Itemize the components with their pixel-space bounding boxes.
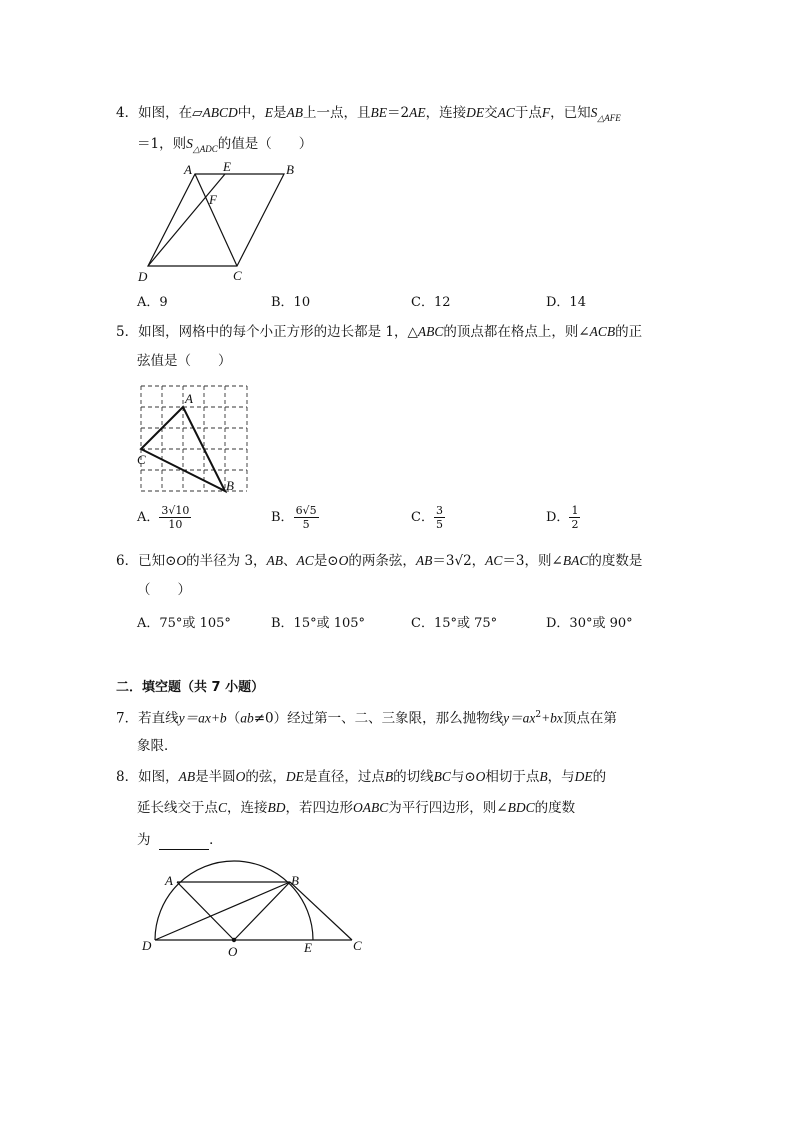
q5-label-a: A	[185, 391, 193, 406]
q5-label-b: B	[226, 478, 234, 493]
q8-center-dot	[232, 938, 236, 942]
q4-label-f: F	[209, 192, 217, 207]
section-2-heading: 二．填空题（共 7 小题）	[116, 680, 265, 695]
q7-line2: 象限．	[137, 738, 178, 754]
q8-segment-bo	[234, 882, 290, 940]
q6-option-d: D．30°或 90°	[546, 616, 633, 631]
q8-label-a: A	[165, 873, 173, 888]
q8-line1: 8．如图，AB是半圆O的弦，DE是直径，过点B的切线BC与⊙O相切于点B，与DE的	[116, 769, 607, 785]
q4-label-c: C	[233, 268, 242, 283]
q8-label-o: O	[228, 944, 238, 959]
q5-line2: 弦值是（ ）	[137, 353, 232, 369]
q4-option-b: B．10	[271, 295, 311, 310]
q8-label-d: D	[142, 938, 152, 953]
q4-option-a: A．9	[137, 295, 168, 310]
q8-segment-bd	[155, 882, 290, 940]
q4-segment-de	[148, 174, 225, 266]
q4-label-b: B	[286, 162, 294, 177]
q8-segment-ao	[177, 882, 234, 940]
q8-line3: 为 ．	[137, 832, 223, 848]
q8-line2: 延长线交于点C，连接BD，若四边形OABC为平行四边形，则∠BDC的度数	[137, 800, 576, 816]
q4-label-e: E	[223, 159, 231, 174]
q8-number: 8．	[116, 769, 139, 785]
q5-label-c: C	[137, 452, 146, 467]
q8-label-e: E	[304, 940, 312, 955]
q4-line2: ＝1，则$S_{\triangle ADC}$的值是（ ）	[137, 136, 313, 154]
q5-line1: 5．如图，网格中的每个小正方形的边长都是 1，△ABC的顶点都在格点上，则∠ACB的正	[116, 324, 643, 340]
q4-segment-ac	[195, 174, 237, 266]
q4-label-d: D	[138, 269, 148, 284]
q4-line1: 4．如图，在▱ABCD中，E是AB上一点，且BE＝2AE，连接DE交AC于点F，已知$S_{\triangle AFE}$	[116, 105, 621, 123]
q8-figure-semicircle	[135, 858, 375, 963]
q6-option-a: A．75°或 105°	[137, 616, 231, 631]
q4-label-a: A	[184, 162, 192, 177]
q5-option-b: B． $\frac{6√5}{5}$	[271, 504, 317, 531]
q8-label-c: C	[353, 938, 362, 953]
q4-option-c: C．12	[411, 295, 451, 310]
q8-semicircle-arc	[155, 861, 313, 940]
q5-figure-grid	[135, 382, 255, 500]
q5-option-d: D． $\frac{1}{2}$	[546, 504, 579, 531]
q8-label-b: B	[291, 873, 299, 888]
q4-number: 4．	[116, 105, 139, 121]
q5-number: 5．	[116, 324, 139, 340]
q7-number: 7．	[116, 710, 139, 727]
q6-option-b: B．15°或 105°	[271, 616, 366, 631]
q8-segment-bc	[290, 882, 352, 940]
q5-option-a: A． $\frac{3√10}{10}$	[137, 504, 190, 531]
q6-option-c: C．15°或 75°	[411, 616, 498, 631]
q5-option-c: C． $\frac{3}{5}$	[411, 504, 443, 531]
q4-figure-parallelogram	[130, 158, 300, 288]
q8-answer-blank[interactable]	[159, 835, 209, 850]
q7-line1: 7．若直线y＝ax+b（ab≠0）经过第一、二、三象限，那么抛物线$y=ax^2+bx$顶点在第	[116, 710, 617, 727]
q6-line1: 6．已知⊙O的半径为 3，AB、AC是⊙O的两条弦，AB＝3√2，AC＝3，则∠BAC的度数是	[116, 553, 643, 569]
q4-option-d: D．14	[546, 295, 586, 310]
q6-number: 6．	[116, 553, 139, 569]
q6-line2: （ ）	[137, 582, 191, 598]
